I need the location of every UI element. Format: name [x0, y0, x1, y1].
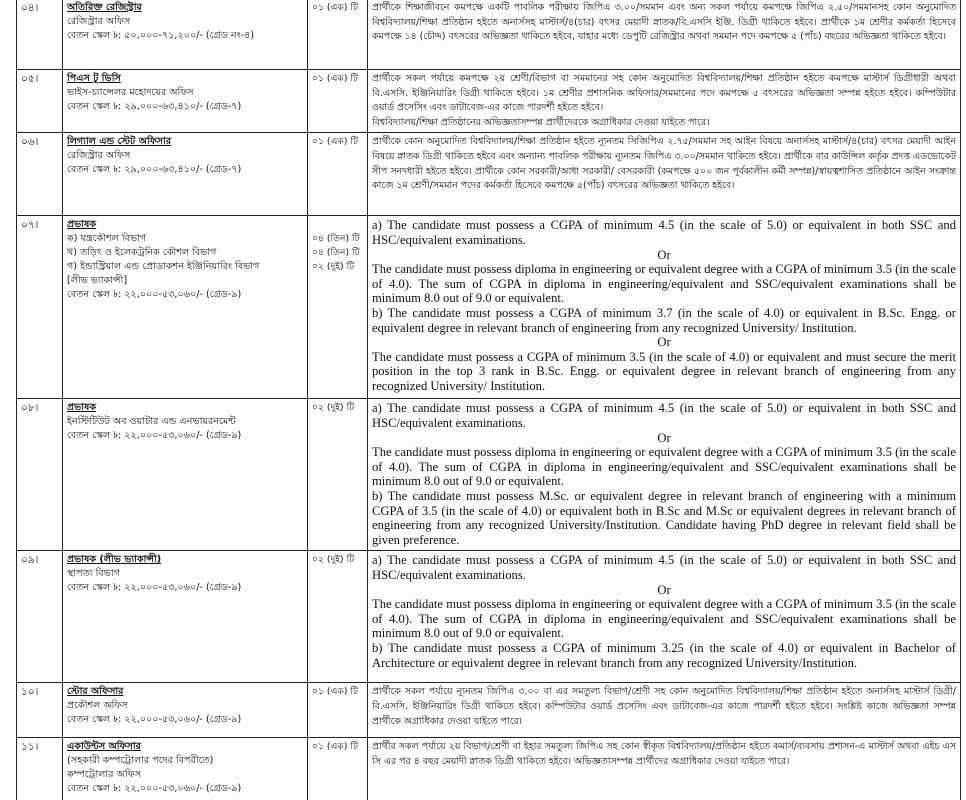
post-office: রেজিস্ট্রার অফিস: [67, 150, 131, 162]
department-item: গ) ইন্ডাস্ট্রিয়াল এন্ড প্রোডাকশন ইঞ্জিনিয়ারিং বিভাগ: [67, 261, 260, 273]
post-office: ইনস্টিটিউট অব ওয়াটার এন্ড এনভায়রনমেন্ট: [67, 416, 236, 428]
serial-number: ০৫।: [17, 70, 63, 133]
post-count: [308, 70, 368, 133]
or-separator: Or: [657, 247, 671, 262]
pay-scale: বেতন স্কেল ৳: ২২,০০০-৫৩,০৬০/- (গ্রেড-৯): [67, 289, 242, 301]
post-note: (সহকারী কম্পট্রোলার পদের বিপরীতে): [67, 755, 214, 767]
requirements: [368, 551, 961, 683]
table-row: [17, 133, 961, 216]
post-details: [63, 683, 308, 738]
count-value: ০২ (দুই) টি: [312, 554, 355, 566]
requirement-text: a) The candidate must possess a CGPA of minimum 4.5 (in the scale of 5.0) or equivalent in both SSC and HSC/equivalent examinations.: [372, 218, 956, 247]
requirement-text: b) The candidate must possess M.Sc. or equivalent degree in relevant branch of engineering with a minimum CGPA of 3.5 (in the scale of 4.0) or equivalent both in B.Sc and M.Sc or equivalent degrees in relevant branch of engineering from any recognized University/Institution. Candidate having PhD degree in relevant field shall be given preference.: [372, 488, 956, 547]
department-item: ক) যন্ত্রকৌশল বিভাগ: [67, 233, 147, 245]
count-value: ০৪ (তিন) টি: [312, 233, 360, 245]
requirements: [368, 70, 961, 133]
count-value: ০১ (এক) টি: [312, 686, 358, 698]
table-row: [17, 738, 961, 800]
post-title: প্রভাষক: [67, 402, 97, 414]
requirements: [368, 399, 961, 551]
serial-number: ০৯।: [17, 551, 63, 683]
serial-number: ১০।: [17, 683, 63, 738]
requirement-text: প্রার্থীর সকল পর্যায়ে ২য় বিভাগ/শ্রেণী বা ইহার সমতুল্য জিপিএ সহ কোন স্বীকৃত বিশ্ববিদ্যালয়/প্রতিষ্ঠান হইতে কমার্স/ব্যবসায় প্রশাসন-এ মাস্টার্স অথবা এইচ এস সি এর পর ৪ বছর মেয়াদী স্নাতক ডিগ্রী থাকিতে হইবে। অভিজ্ঞতাসম্পন্ন প্রার্থীদের অগ্রাধিকার দেওয়া যাইতে পারে।: [372, 741, 956, 767]
pay-scale: বেতন স্কেল ৳: ২২,০০০-৫৩,০৬০/- (গ্রেড-৯): [67, 430, 242, 442]
post-office: প্রকৌশল অফিস: [67, 700, 128, 712]
or-separator: Or: [657, 430, 671, 445]
post-count: [308, 399, 368, 551]
count-value: [312, 218, 363, 232]
table-row: [17, 683, 961, 738]
post-details: [63, 0, 308, 70]
post-count: [308, 738, 368, 800]
requirement-text: প্রার্থীকে শিক্ষাজীবনে কমপক্ষে একটি পাবলিক পরীক্ষায় জিপিএ ৩.০০/সমমান এবং অন্য সকল পর্যায়ে কমপক্ষে জিপিএ ২.৫০/সমমানসহ কোন অনুমোদিত বিশ্ববিদ্যালয়/শিক্ষা প্রতিষ্ঠান হইতে অনার্সসহ মাস্টার্স/৪(চার) বৎসর মেয়াদী স্নাতক/বি.এসসি ইঞ্জি. ডিগ্রী থাকিতে হইবে। প্রার্থীকে ১ম শ্রেণীর কর্মকর্তা হিসেবে কমপক্ষে ১৪ (চৌদ্দ) বৎসরের অভিজ্ঞতা থাকিতে হইবে, যাহার মধ্যে ডেপুটি রেজিস্ট্রার অথবা সমমান পদে কমপক্ষে ৫ (পাঁচ) বছরের অভিজ্ঞতা থাকিতে হইবে।: [372, 2, 956, 43]
serial-number: ০৬।: [17, 133, 63, 216]
serial-number: ০৪।: [17, 0, 63, 70]
post-title: প্রভাষক (লীভ ভ্যাকান্সী): [67, 554, 162, 566]
pay-scale: বেতন স্কেল ৳: ৫০,০০০-৭১,২০০/- (গ্রেড নং-৪): [67, 30, 255, 41]
post-title: স্টোর অফিসার: [67, 686, 124, 698]
post-details: [63, 399, 308, 551]
requirement-text: a) The candidate must possess a CGPA of minimum 4.5 (in the scale of 5.0) or equivalent in both SSC and HSC/equivalent examinations.: [372, 401, 956, 430]
count-value: ০১ (এক) টি: [312, 73, 358, 84]
post-details: [63, 133, 308, 216]
table-row: [17, 216, 961, 399]
requirement-text: The candidate must possess diploma in engineering or equivalent degree with a CGPA of minimum 3.5 (in the scale of 4.0). The sum of CGPA in diploma in engineering/equivalent and SSC/equivalent examinations shall be minimum 8.0 out of 9.0 or equivalent.: [372, 262, 956, 306]
requirements: [368, 683, 961, 738]
or-separator: Or: [657, 335, 671, 350]
post-title: পিএস টু ভিসি: [67, 73, 121, 84]
post-count: [308, 133, 368, 216]
count-value: ০২ (দুই) টি: [312, 402, 355, 414]
or-separator: Or: [657, 582, 671, 597]
requirement-text: প্রার্থীকে কোন অনুমোদিত বিশ্ববিদ্যালয়/শিক্ষা প্রতিষ্ঠান হইতে ন্যূনতম সিজিপিএ ২.৭৫/সমমান সহ আইন বিষয়ে অনার্সসহ মাস্টার্স/৪(চার) বৎসর মেয়াদী আইন বিষয়ে স্নাতক ডিগ্রী থাকিতে হইবে এবং অন্যান্য পাবলিক পরীক্ষায় ন্যূনতম জিপিএ ৩.০০/সমমান থাকিতে হইবে। প্রার্থীকে বার কাউন্সিল কর্তৃক প্রদত্ত এডভোকেট সীপ সনদধারী হইতে হইবে। প্রার্থীকে কোন সরকারী/আধা সরকারী/ বেসরকারী (কমপক্ষে ৫০০ জন পূর্বকালীন কর্মী সম্পন্ন)/স্বায়ত্বশাসিত প্রতিষ্ঠানে আইন সংক্রান্ত কাজে ১ম শ্রেণী/সমমান পদের কর্মকর্তা হিসেবে কমপক্ষে ৫(পাঁচ) বৎসরের অভিজ্ঞতা থাকিতে হইবে।: [372, 136, 956, 192]
pay-scale: বেতন স্কেল ৳: ২৯,০০০-৬৩,৪১০/- (গ্রেড-৭): [67, 164, 242, 176]
table-row: [17, 70, 961, 133]
count-value: ০২ (দুই) টি: [312, 261, 355, 273]
serial-number: ১১।: [17, 738, 63, 800]
requirement-text: b) The candidate must possess a CGPA of minimum 3.25 (in the scale of 4.0) or equivalent in Bachelor of Architecture or equivalent degree in relevant branch from any recognized University/Institution.: [372, 640, 956, 670]
requirement-text: The candidate must possess diploma in engineering or equivalent degree with a CGPA of minimum 3.5 (in the scale of 4.0). The sum of CGPA in diploma in engineering/equivalent and SSC/equivalent examinations shall be minimum 8.0 out of 9.0 or equivalent.: [372, 597, 956, 641]
post-details: [63, 738, 308, 800]
count-value: ০১ (এক) টি: [312, 2, 358, 13]
requirements: [368, 0, 961, 70]
count-value: ০১ (এক) টি: [312, 136, 358, 148]
post-count: [308, 216, 368, 399]
pay-scale: বেতন স্কেল ৳: ২২,০০০-৫৩,০৬০/- (গ্রেড-৯): [67, 582, 242, 594]
department-item: খ) তড়িৎ ও ইলেকট্রনিক কৌশল বিভাগ: [67, 247, 217, 259]
requirement-text: প্রার্থীকে সকল পর্যায়ে কমপক্ষে ২য় শ্রেণী/বিভাগ বা সমমানের সহ কোন অনুমোদিত বিশ্ববিদ্যালয়/শিক্ষা প্রতিষ্ঠান হইতে কমপক্ষে মাস্টার্স ডিগ্রীধারী অথবা বি.এসসি. ইঞ্জিনিয়ারিং ডিগ্রী থাকিতে হইবে। ১ম শ্রেণীর প্রশাসনিক অফিসার/সমমানের পদে কমপক্ষে ৫ বৎসরের অভিজ্ঞতা সম্পন্ন হইতে হইবে। কম্পিউটার ওয়ার্ড প্রসেসিং এবং ডাটাবেজ-এর কাজে পারদর্শী হইতে হইবে।: [372, 73, 956, 114]
post-count: [308, 683, 368, 738]
requirement-text: a) The candidate must possess a CGPA of minimum 4.5 (in the scale of 5.0) or equivalent in both SSC and HSC/equivalent examinations.: [372, 553, 956, 582]
count-value: ০১ (এক) টি: [312, 741, 358, 753]
serial-number: ০৮।: [17, 399, 63, 551]
post-title: অতিরিক্ত রেজিস্ট্রার: [67, 2, 142, 13]
requirements: [368, 738, 961, 800]
table-row: [17, 551, 961, 683]
requirements: [368, 216, 961, 399]
post-office: স্থাপত্য বিভাগ: [67, 568, 120, 580]
leave-vacancy-note: [লীভ ভ্যাকান্সী]: [67, 275, 128, 287]
pay-scale: বেতন স্কেল ৳: ২৯,০০০-৬৩,৪১০/- (গ্রেড-৭): [67, 101, 242, 112]
requirement-text: b) The candidate must possess a CGPA of minimum 3.7 (in the scale of 4.0) or equivalent in B.Sc. Engg. or equivalent degree in relevant branch of engineering from any recognized University/ Institution.: [372, 305, 956, 335]
pay-scale: বেতন স্কেল ৳: ২২,০০০-৫৩,০৬০/- (গ্রেড-৯): [67, 783, 242, 795]
post-details: [63, 216, 308, 399]
post-title: লিগ্যাল এন্ড স্টেট অফিসার: [67, 136, 172, 148]
post-office: ভাইস-চ্যান্সেলর মহোদয়ের অফিস: [67, 87, 194, 98]
post-count: [308, 0, 368, 70]
post-office: কম্পট্রোলার অফিস: [67, 769, 141, 781]
pay-scale: বেতন স্কেল ৳: ২২,০০০-৫৩,০৬০/- (গ্রেড-৯): [67, 714, 242, 726]
post-title: একাউন্টস অফিসার: [67, 741, 141, 753]
count-value: ০৪ (তিন) টি: [312, 247, 360, 259]
table-row: [17, 399, 961, 551]
serial-number: ০৭।: [17, 216, 63, 399]
requirement-text: প্রার্থীকে সকল পর্যায়ে ন্যূনতম জিপিএ ৩.০০ বা এর সমতুল্য বিভাগ/শ্রেণী সহ কোন অনুমোদিত বিশ্ববিদ্যালয়/শিক্ষা প্রতিষ্ঠান হইতে অনার্সসহ মাস্টার্স ডিগ্রী/বি.এসসি. ইঞ্জিনিয়ারিং ডিগ্রী থাকিতে হইবে। কম্পিউটার ওয়ার্ড প্রসেসিং এবং ডাটাবেজ-এর কাজে পারদর্শী হইতে হইবে। সংশ্লিষ্ট কাজে অভিজ্ঞতা সম্পন্ন প্রার্থীকে অগ্রাধিকার দেওয়া যাইতে পারে।: [372, 686, 956, 727]
requirements: [368, 133, 961, 216]
post-details: [63, 70, 308, 133]
requirement-text: The candidate must possess diploma in engineering or equivalent degree with a CGPA of minimum 3.5 (in the scale of 4.0). The sum of CGPA in diploma in engineering/equivalent and SSC/equivalent examinations shall be minimum 8.0 out of 9.0 or equivalent.: [372, 445, 956, 489]
table-row: [17, 0, 961, 70]
requirement-text: বিশ্ববিদ্যালয়/শিক্ষা প্রতিষ্ঠানের অভিজ্ঞতাসম্পন্ন প্রার্থীদেরকে অগ্রাধিকার দেওয়া যাইতে পারে।: [372, 116, 710, 128]
job-requirements-table: [16, 0, 961, 800]
requirement-text: The candidate must possess a CGPA of minimum 3.5 (in the scale of 4.0) or equivalent and must secure the merit position in the top 3 rank in B.Sc. Engg. or equivalent degree in relevant branch of engineering from any recognized University/ Institution.: [372, 349, 956, 393]
post-office: রেজিস্ট্রার অফিস: [67, 16, 131, 27]
post-details: [63, 551, 308, 683]
post-count: [308, 551, 368, 683]
post-title: প্রভাষক: [67, 219, 97, 231]
